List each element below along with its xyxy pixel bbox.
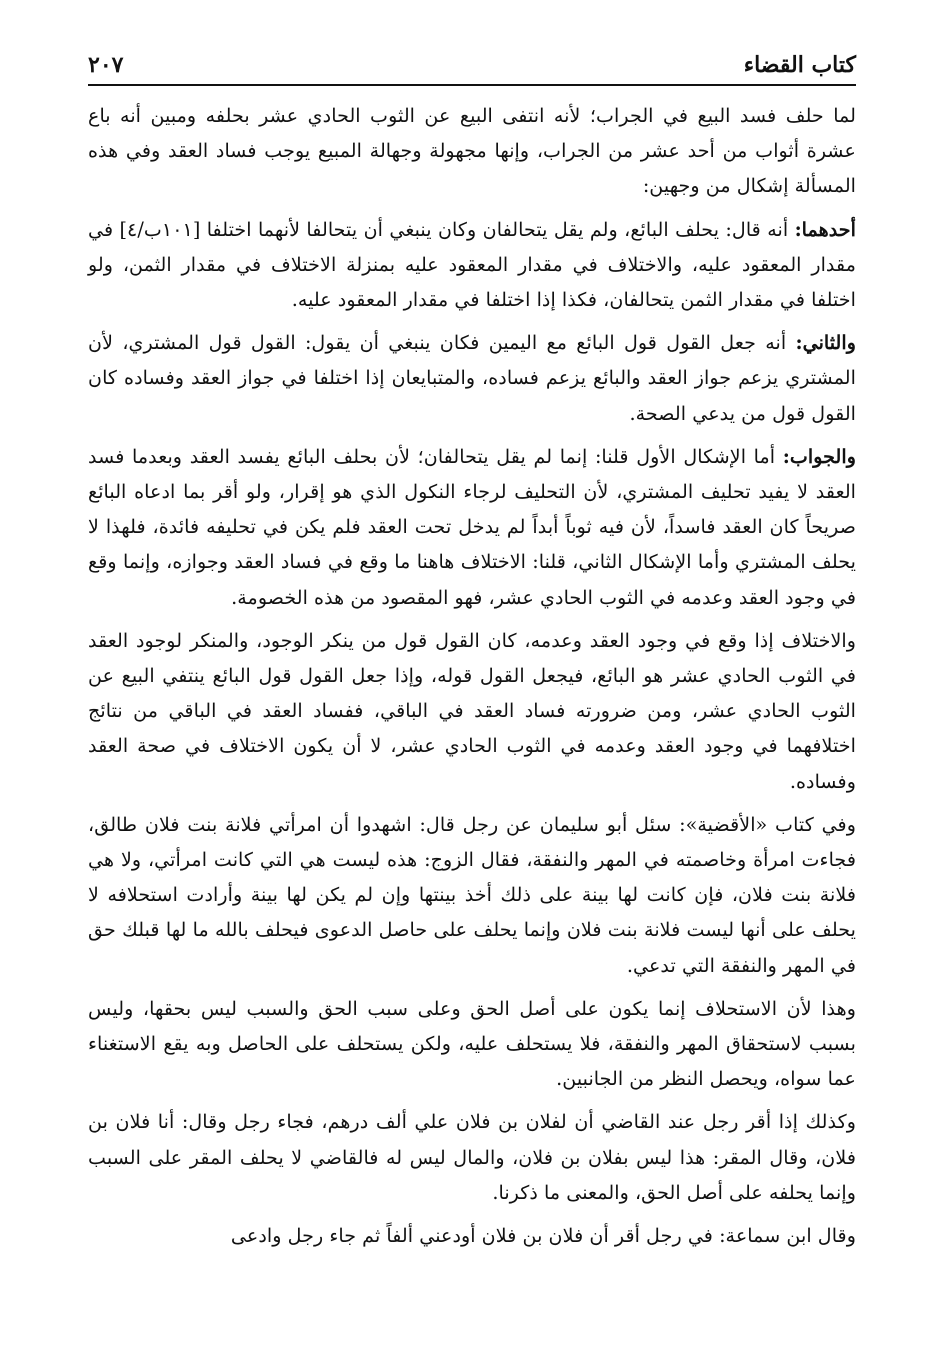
paragraph-text: وهذا لأن الاستحلاف إنما يكون على أصل الحق وعلى سبب الحق والسبب ليس بحقها، وليس بسبب لاستحقاق المهر والنفقة، فلا يستحلف عليه، ولكن يستحلف على الحاصل وبه يقع الاستغناء عما سواه، ويحصل النظر من الجانبين.	[88, 996, 856, 1091]
paragraph-lead: والجواب:	[782, 444, 856, 468]
paragraph-text: وقال ابن سماعة: في رجل أقر أن فلان بن فلان أودعني ألفاً ثم جاء رجل وادعى	[230, 1224, 856, 1248]
paragraph-text: والاختلاف إذا وقع في وجود العقد وعدمه، كان القول قول من ينكر الوجود، والمنكر لوجود العقد في الثوب الحادي عشر هو البائع، فيجعل القول قوله، وإذا جعل القول قول البائع ينتفي البيع عن الثوب الحادي عشر، ومن ضرورته فساد العقد في الباقي، ففساد العقد في الباقي من نتائج اختلافهما في وجود العقد وعدمه في الثوب الحادي عشر، لا أن يكون الاختلاف في صحة العقد وفساده.	[88, 628, 856, 793]
paragraph	[88, 991, 856, 1097]
paragraph	[88, 325, 856, 431]
paragraph-lead: والثاني:	[795, 331, 856, 355]
paragraph-text: وفي كتاب «الأقضية»: سئل أبو سليمان عن رجل قال: اشهدوا أن امرأتي فلانة بنت فلان طالق، فجاءت امرأة وخاصمته في المهر والنفقة، فقال الزوج: هذه ليست هي التي كانت امرأتي، ولا هي فلانة بنت فلان، فإن كانت لها بينة على ذلك أخذ بينتها وإن لم يكن لها بينة وأرادت استحلافه لا يحلف على أنها ليست فلانة بنت فلان وإنما يحلف على حاصل الدعوى فيحلف بالله ما لها قبلك حق في المهر والنفقة التي تدعي.	[88, 812, 856, 977]
paragraph	[88, 212, 856, 318]
paragraph-text: لما حلف فسد البيع في الجراب؛ لأنه انتفى البيع عن الثوب الحادي عشر بحلفه ومبين أنه باع عشرة أثواب من أحد عشر من الجراب، وإنها مجهولة وجهالة المبيع يوجب فساد العقد وفي هذه المسألة إشكال من وجهين:	[88, 104, 856, 198]
main-text	[88, 98, 856, 1261]
paragraph	[88, 1104, 856, 1210]
paragraph	[88, 807, 856, 983]
chapter-title: كتاب القضاء	[743, 52, 856, 78]
paragraph	[88, 98, 856, 204]
paragraph-text: أنه جعل القول قول البائع مع اليمين فكان ينبغي أن يقول: القول قول المشتري، لأن المشتري يزعم جواز العقد والبائع يزعم فساده، والمتبايعان إذا اختلفا في جواز العقد وفساده كان القول قول من يدعي الصحة.	[88, 331, 856, 425]
paragraph	[88, 439, 856, 615]
paragraph-text: وكذلك إذا أقر رجل عند القاضي أن لفلان بن فلان علي ألف درهم، فجاء رجل وقال: أنا فلان بن فلان، وقال المقر: هذا ليس بفلان بن فلان، والمال ليس له فالقاضي لا يحلف المقر على السبب وإنما يحلفه على أصل الحق، والمعنى ما ذكرنا.	[88, 1110, 856, 1204]
paragraph	[88, 1218, 856, 1253]
paragraph-lead: أحدهما:	[794, 217, 856, 241]
paragraph-text: أما الإشكال الأول قلنا: إنما لم يقل يتحالفان؛ لأن بحلف البائع يفسد العقد وبعدما فسد العقد لا يفيد تحليف المشتري، لأن التحليف لرجاء النكول الذي هو إقرار، ولو أقر بما ادعاه البائع صريحاً كان العقد فاسداً، لأن فيه ثوباً أبداً لم يدخل تحت العقد فلم يكن في تحليفه فائدة، فلهذا لا يحلف المشتري وأما الإشكال الثاني، قلنا: الاختلاف هاهنا ما وقع في فساد العقد وجوازه، وإنما وقع في وجود العقد وعدمه في الثوب الحادي عشر، فهو المقصود من هذه الخصومة.	[88, 444, 856, 609]
page-number: ٢٠٧	[88, 52, 124, 78]
paragraph	[88, 623, 856, 799]
running-header	[88, 40, 856, 86]
paragraph-text: أنه قال: يحلف البائع، ولم يقل يتحالفان وكان ينبغي أن يتحالفا لأنهما اختلفا [١٠١ب/٤] في مقدار المعقود عليه، والاختلاف في مقدار المعقود عليه بمنزلة الاختلاف في مقدار الثمن، ولو اختلفا في مقدار الثمن يتحالفان، فكذا إذا اختلفا في مقدار المعقود عليه.	[88, 217, 856, 312]
